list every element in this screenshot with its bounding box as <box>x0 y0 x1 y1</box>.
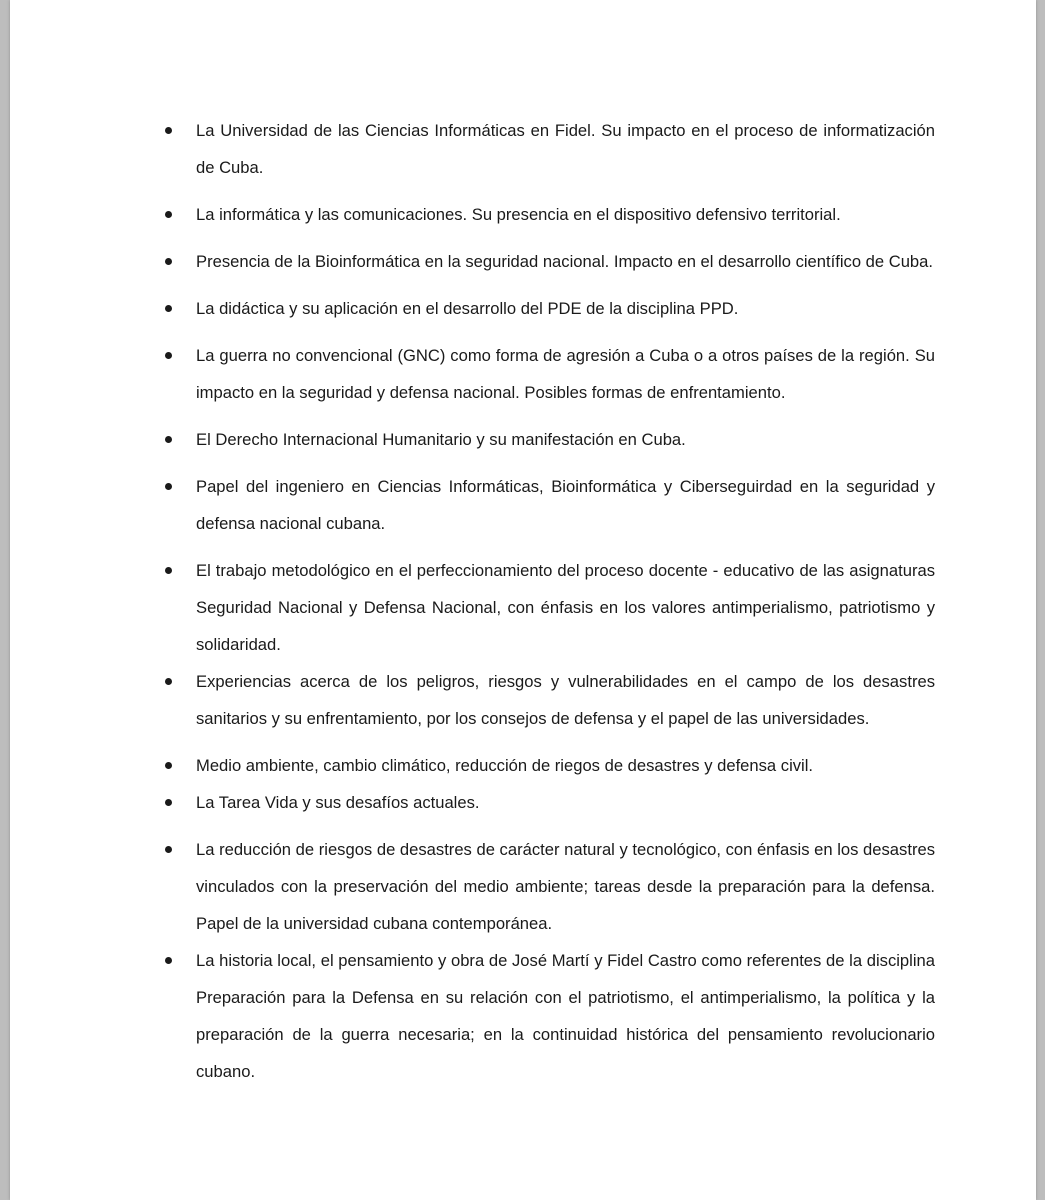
list-item <box>160 747 935 784</box>
list-item <box>160 290 935 327</box>
bullet-icon <box>165 305 172 312</box>
list-item-text: La didáctica y su aplicación en el desarrollo del PDE de la disciplina PPD. <box>196 299 739 318</box>
list-item-text: Medio ambiente, cambio climático, reducción de riegos de desastres y defensa civil. <box>196 756 814 775</box>
list-item-text: La guerra no convencional (GNC) como forma de agresión a Cuba o a otros países de la región. Su impacto en la seguridad y defensa nacional. Posibles formas de enfrentamiento. <box>196 346 935 402</box>
list-item <box>160 421 935 458</box>
topic-list <box>160 112 935 1090</box>
bullet-icon <box>165 799 172 806</box>
bullet-icon <box>165 436 172 443</box>
list-item-text: Presencia de la Bioinformática en la seguridad nacional. Impacto en el desarrollo científico de Cuba. <box>196 252 934 271</box>
list-item-text: La Tarea Vida y sus desafíos actuales. <box>196 793 480 812</box>
bullet-icon <box>165 483 172 490</box>
list-item-text: El trabajo metodológico en el perfeccionamiento del proceso docente - educativo de las asignaturas Seguridad Nacional y Defensa Nacional, con énfasis en los valores antimperialismo, patriotismo y solidaridad. <box>196 561 935 654</box>
list-item <box>160 243 935 280</box>
list-item <box>160 337 935 411</box>
bullet-icon <box>165 957 172 964</box>
bullet-icon <box>165 258 172 265</box>
list-item <box>160 784 935 821</box>
bullet-icon <box>165 678 172 685</box>
bullet-icon <box>165 127 172 134</box>
document-page <box>10 0 1036 1200</box>
bullet-icon <box>165 211 172 218</box>
bullet-icon <box>165 762 172 769</box>
list-item-text: La reducción de riesgos de desastres de carácter natural y tecnológico, con énfasis en los desastres vinculados con la preservación del medio ambiente; tareas desde la preparación para la defensa. Papel de la universidad cubana contemporánea. <box>196 840 935 933</box>
list-item-text: La informática y las comunicaciones. Su presencia en el dispositivo defensivo territorial. <box>196 205 841 224</box>
bullet-icon <box>165 846 172 853</box>
bullet-icon <box>165 352 172 359</box>
list-item-text: Experiencias acerca de los peligros, riesgos y vulnerabilidades en el campo de los desastres sanitarios y su enfrentamiento, por los consejos de defensa y el papel de las universidades. <box>196 672 935 728</box>
list-item <box>160 942 935 1090</box>
list-item <box>160 663 935 737</box>
list-item <box>160 552 935 663</box>
bullet-icon <box>165 567 172 574</box>
list-item <box>160 831 935 942</box>
list-item <box>160 468 935 542</box>
list-item <box>160 196 935 233</box>
list-item-text: La historia local, el pensamiento y obra de José Martí y Fidel Castro como referentes de la disciplina Preparación para la Defensa en su relación con el patriotismo, el antimperialismo, la política y la preparación de la guerra necesaria; en la continuidad histórica del pensamiento revolucionario cubano. <box>196 951 935 1081</box>
list-item-text: La Universidad de las Ciencias Informáticas en Fidel. Su impacto en el proceso de informatización de Cuba. <box>196 121 935 177</box>
list-item-text: Papel del ingeniero en Ciencias Informáticas, Bioinformática y Ciberseguirdad en la seguridad y defensa nacional cubana. <box>196 477 935 533</box>
list-item <box>160 112 935 186</box>
list-item-text: El Derecho Internacional Humanitario y su manifestación en Cuba. <box>196 430 686 449</box>
